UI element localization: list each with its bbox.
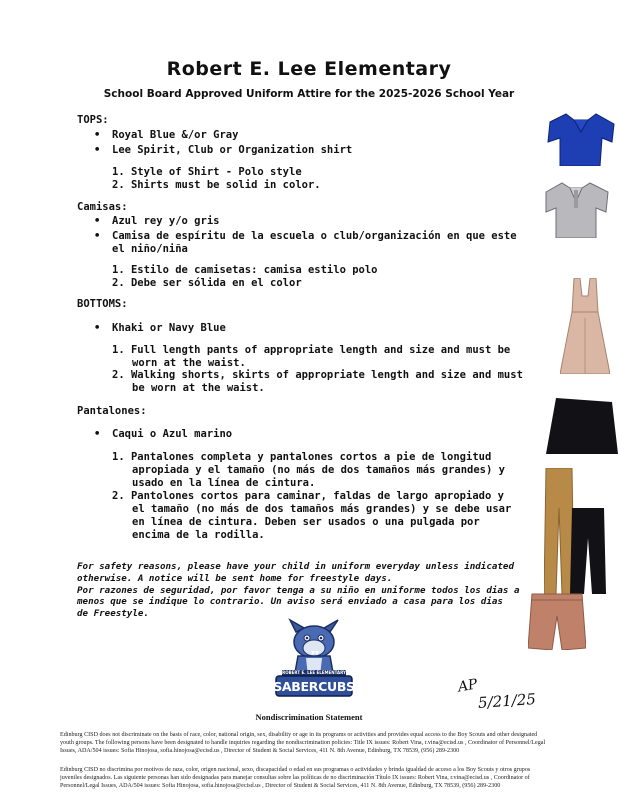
- bottoms-item-2: 2. Walking shorts, skirts of appropriate length and size and must: [112, 369, 523, 381]
- bottoms-item-1-cont: worn at the waist.: [132, 357, 246, 369]
- pantalones-item-2-l4: encima de la rodilla.: [132, 529, 265, 541]
- tops-bullet-1: • Royal Blue &/or Gray: [112, 129, 238, 142]
- tops-numbered-1: 1. Style of Shirt - Polo style: [112, 166, 302, 178]
- camisas-numbered-1: 1. Estilo de camisetas: camisa estilo polo: [112, 264, 378, 276]
- page-subtitle: School Board Approved Uniform Attire for the 2025-2026 School Year: [103, 88, 515, 100]
- page-title: Robert E. Lee Elementary: [166, 58, 452, 80]
- pantalones-item-1-l2: apropiada y el tamaño (no más de dos tamaños más grandes) y: [132, 464, 505, 476]
- notice-line-1: For safety reasons, please have your child in uniform everyday unless indicated: [77, 561, 514, 572]
- khaki-jumper-dress-image: [560, 278, 610, 374]
- salmon-shorts-image: [528, 592, 586, 650]
- bottoms-heading: BOTTOMS:: [77, 298, 128, 310]
- camisas-bullet-2-cont: el niño/niña: [112, 243, 188, 255]
- footer-english-line-2: youth groups. The following persons have been designated to handle inquiries regarding the nondiscrimination policies: Title IX issues: Robert Vina, r.vina@ecisd.us , Coordinator of Personnel/Legal: [60, 740, 546, 746]
- tops-heading: TOPS:: [77, 114, 109, 126]
- logo-arc-text: ROBERT E. LEE ELEMENTARY: [282, 670, 346, 675]
- tops-numbered-2: 2. Shirts must be solid in color.: [112, 179, 321, 191]
- notice-line-3: Por razones de seguridad, por favor tenga a su niño en uniforme todos los dias a: [77, 585, 520, 596]
- footer-english-line-1: Edinburg CISD does not discriminate on the basis of race, color, national origin, sex, disability or age in its programs or activities and provides equal access to the Boy Scouts and other designated: [60, 732, 538, 738]
- logo-name: SABERCUBS: [273, 679, 355, 694]
- pantalones-item-2-l2: el tamaño (no más de dos tamaños más grandes) y se debe usar: [132, 503, 512, 515]
- navy-pants-image: [570, 508, 606, 594]
- pantalones-item-1-l3: usado en la línea de cintura.: [132, 477, 316, 489]
- navy-skirt-image: [546, 398, 618, 454]
- gray-polo-shirt-image: [540, 180, 612, 238]
- footer-spanish-line-2: juveniles designados. Las siguiente personas han sido designadas para manejar consultas sobre las políticas de no discriminación Título IX issues: Robert Vina, r.vina@ecisd.us , Coordinator of: [60, 775, 530, 781]
- bottoms-item-2-cont: be worn at the waist.: [132, 382, 265, 394]
- camisas-bullet-2: • Camisa de espíritu de la escuela o club/organización en que este: [112, 230, 517, 243]
- notice-line-2: otherwise. A notice will be sent home for freestyle days.: [77, 573, 393, 584]
- pantalones-item-1-l1: 1. Pantalones completa y pantalones cortos a pie de longitud: [112, 451, 492, 463]
- footer-spanish-line-3: Personnel/Legal Issues, ADA/504 issues: Sofia Hinojosa, sofia.hinojosa@ecisd.us , Director of Student & Social Services, 411 N. 8th Avenue, Edinburg, TX 78539, (956) 289-2300: [60, 783, 501, 789]
- notice-line-5: de Freestyle.: [77, 608, 149, 619]
- signature-initials: AP: [456, 676, 479, 696]
- pantalones-bullet: • Caqui o Azul marino: [112, 428, 232, 441]
- signature-date: 5/21/25: [477, 690, 537, 712]
- camisas-heading: Camisas:: [77, 201, 128, 213]
- footer-english-line-3: Issues, ADA/504 issues: Sofia Hinojosa, sofia.hinojosa@ecisd.us , Director of Student & Social Services, 411 N. 8th Avenue, Edinburg, TX 78539, (956) 289-2300: [60, 748, 460, 754]
- pantalones-heading: Pantalones:: [77, 405, 147, 417]
- tops-bullet-2: • Lee Spirit, Club or Organization shirt: [112, 144, 352, 157]
- camisas-bullet-1: • Azul rey y/o gris: [112, 215, 219, 228]
- notice-line-4: menos que se indique lo contrario. Un aviso será enviado a casa para los dias: [77, 596, 503, 607]
- pantalones-item-2-l3: en línea de cintura. Deben ser usados o una pulgada por: [132, 516, 480, 528]
- blue-polo-shirt-image: [544, 112, 618, 166]
- footer-spanish-line-1: Edinburg CISD no discrimina por motivos de raza, color, origen nacional, sexo, discapacidad o edad en sus programas o actividades y brinda igualdad de acceso a los Boy Scouts y otros grupos: [60, 767, 531, 773]
- nondiscrimination-heading: Nondiscrimination Statement: [255, 712, 363, 722]
- bottoms-item-1: 1. Full length pants of appropriate length and size and must be: [112, 344, 511, 356]
- camisas-numbered-2: 2. Debe ser sólida en el color: [112, 277, 302, 289]
- pantalones-item-2-l1: 2. Pantolones cortos para caminar, faldas de largo apropiado y: [112, 490, 504, 502]
- bottoms-bullet: • Khaki or Navy Blue: [112, 322, 226, 335]
